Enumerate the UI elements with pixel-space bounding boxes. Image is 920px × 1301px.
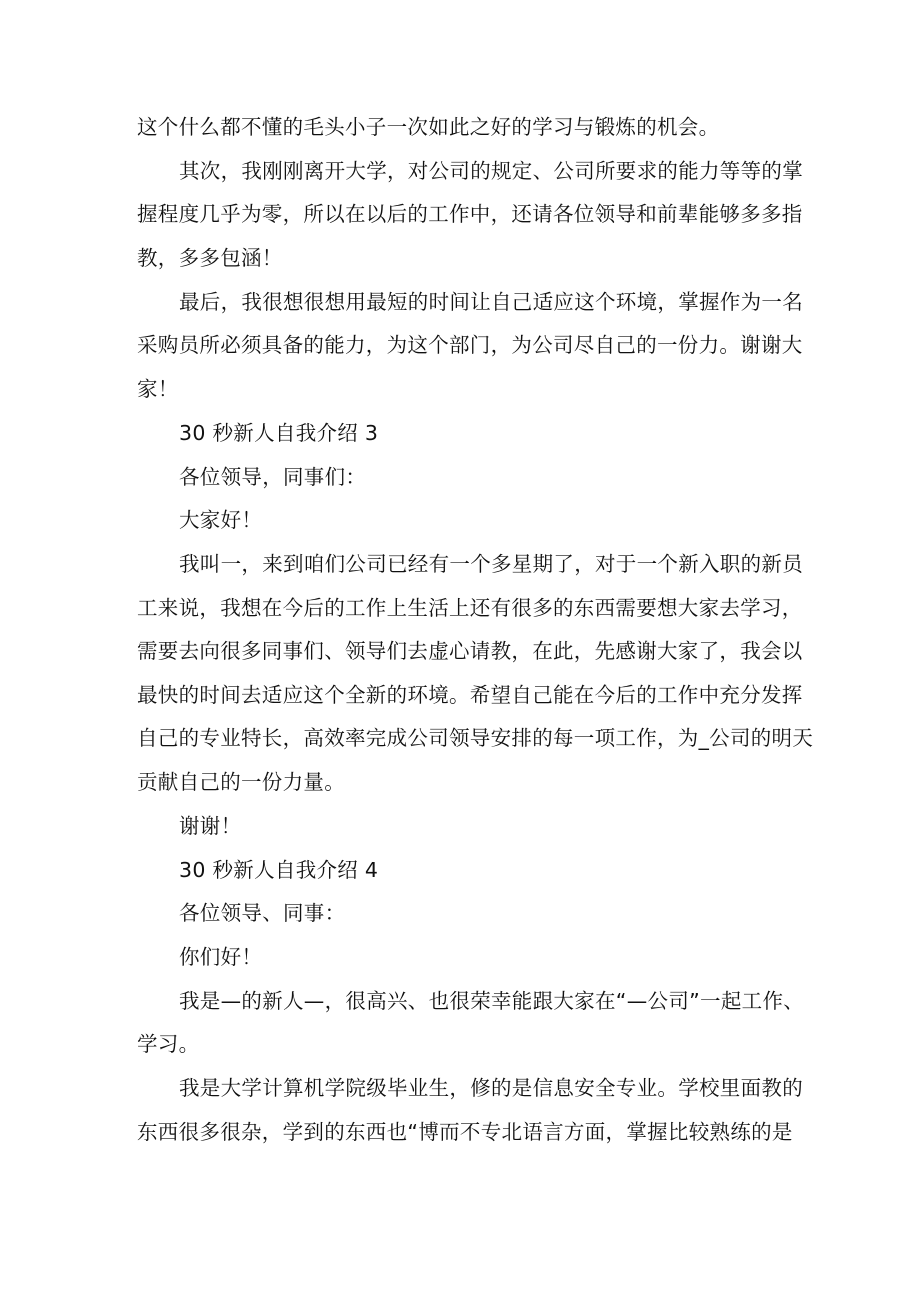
paragraph-line: 采购员所必须具备的能力，为这个部门，为公司尽自己的一份力。谢谢大 — [137, 333, 803, 357]
paragraph-line: 学习。 — [137, 1032, 200, 1056]
paragraph-line: 握程度几乎为零，所以在以后的工作中，还请各位领导和前辈能够多多指 — [137, 202, 803, 226]
paragraph-line: 工来说，我想在今后的工作上生活上还有很多的东西需要想大家去学习， — [137, 596, 803, 620]
paragraph-line: 东西很多很杂，学到的东西也“博而不专北语言方面，掌握比较熟练的是 — [137, 1120, 793, 1144]
salutation: 各位领导、同事： — [179, 901, 346, 925]
paragraph-line: 我是大学计算机学院级毕业生，修的是信息安全专业。学校里面教的 — [179, 1076, 803, 1100]
paragraph-line: 贡献自己的一份力量。 — [137, 770, 345, 794]
section-heading: 30 秒新人自我介绍 3 — [179, 421, 379, 445]
greeting: 你们好！ — [179, 945, 263, 969]
paragraph-line: 自己的专业特长，高效率完成公司领导安排的每一项工作，为_公司的明天 — [137, 726, 814, 750]
salutation: 各位领导，同事们： — [179, 465, 367, 489]
greeting: 大家好！ — [179, 508, 263, 532]
paragraph-line: 家！ — [137, 377, 179, 401]
paragraph-line: 我是—的新人—，很高兴、也很荣幸能跟大家在“—公司”一起工作、 — [179, 989, 805, 1013]
closing: 谢谢！ — [179, 814, 242, 838]
paragraph-line: 需要去向很多同事们、领导们去虚心请教，在此，先感谢大家了，我会以 — [137, 639, 803, 663]
paragraph-line: 教，多多包涵！ — [137, 246, 283, 270]
paragraph-line: 其次，我刚刚离开大学，对公司的规定、公司所要求的能力等等的掌 — [179, 159, 803, 183]
paragraph-line: 这个什么都不懂的毛头小子一次如此之好的学习与锻炼的机会。 — [137, 115, 720, 139]
paragraph-line: 我叫一，来到咱们公司已经有一个多星期了，对于一个新入职的新员 — [179, 552, 803, 576]
section-heading: 30 秒新人自我介绍 4 — [179, 858, 379, 882]
paragraph-line: 最后，我很想很想用最短的时间让自己适应这个环境，掌握作为一名 — [179, 290, 803, 314]
paragraph-line: 最快的时间去适应这个全新的环境。希望自己能在今后的工作中充分发挥 — [137, 683, 803, 707]
